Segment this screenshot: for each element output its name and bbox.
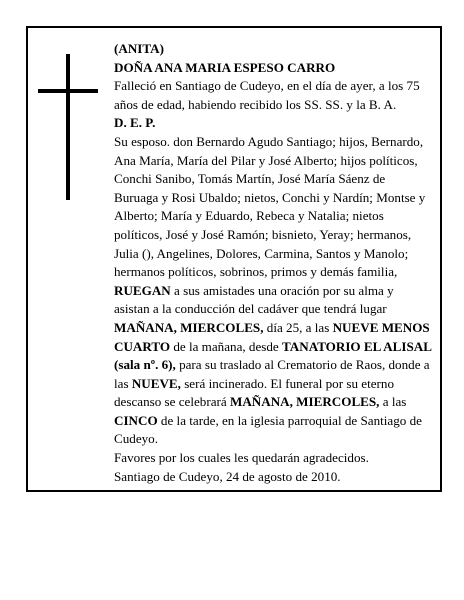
date-text: día 25, a las bbox=[263, 319, 333, 335]
ruegan-label: RUEGAN bbox=[114, 282, 171, 298]
place-date: Santiago de Cudeyo, 24 de agosto de 2010. bbox=[114, 468, 341, 484]
dep-line: D. E. P. bbox=[114, 115, 156, 131]
time-second: NUEVE, bbox=[131, 375, 181, 391]
thanks-line: Favores por los cuales les quedarán agradecidos. bbox=[114, 450, 369, 466]
church-text: de la tarde, en la iglesia parroquial de Santiago de Cudeyo. bbox=[114, 412, 422, 447]
death-notice: Falleció en Santiago de Cudeyo, en el día de ayer, a los 75 años de edad, habiendo recibido los SS. SS. y la B. A. bbox=[114, 78, 420, 112]
venue: TANATORIO EL ALISAL (sala nº. 6), bbox=[114, 338, 432, 373]
obituary-frame bbox=[26, 26, 442, 492]
funeral-text: será incinerado. El funeral por su eterno descanso se celebrará bbox=[114, 375, 394, 410]
day-first: MAÑANA, MIERCOLES, bbox=[114, 319, 264, 335]
deceased-name: DOÑA ANA MARIA ESPESO CARRO bbox=[114, 59, 336, 75]
at-text: a las bbox=[379, 394, 407, 410]
cross-icon bbox=[38, 54, 98, 200]
day-second: MAÑANA, MIERCOLES, bbox=[229, 394, 380, 410]
from-text: de la mañana, desde bbox=[170, 338, 283, 354]
ceremony-details bbox=[114, 282, 432, 449]
ruegan-text: a sus amistades una oración por su alma y asistan a la conducción del cadáver que tendrá lugar bbox=[114, 282, 394, 317]
family-list: Su esposo. don Bernardo Agudo Santiago; hijos, Bernardo, Ana María, María del Pilar y José Alberto; hijos políticos, Conchi Sanibo, Tomás Martín, José María Sáenz de Buruaga y Rosi Ubaldo; nietos, Conchi y Nardín; Montse y Alberto; María y Eduardo, Rebeca y Natalia; nietos políticos, José y José Ramón; bisnieto, Yeray; hermanos, Julia (), Angelines, Dolores, Carmina, Santos y Manolo; hermanos políticos, sobrinos, primos y demás familia, bbox=[114, 133, 426, 280]
time-first: NUEVE MENOS CUARTO bbox=[114, 319, 430, 354]
obituary-text bbox=[114, 40, 432, 486]
cross-horizontal-bar bbox=[38, 89, 98, 93]
nickname: (ANITA) bbox=[114, 41, 164, 56]
cross-vertical-bar bbox=[66, 54, 70, 200]
time-third: CINCO bbox=[114, 412, 158, 428]
transfer-text: para su traslado al Crematorio de Raos, donde a las bbox=[114, 357, 430, 391]
